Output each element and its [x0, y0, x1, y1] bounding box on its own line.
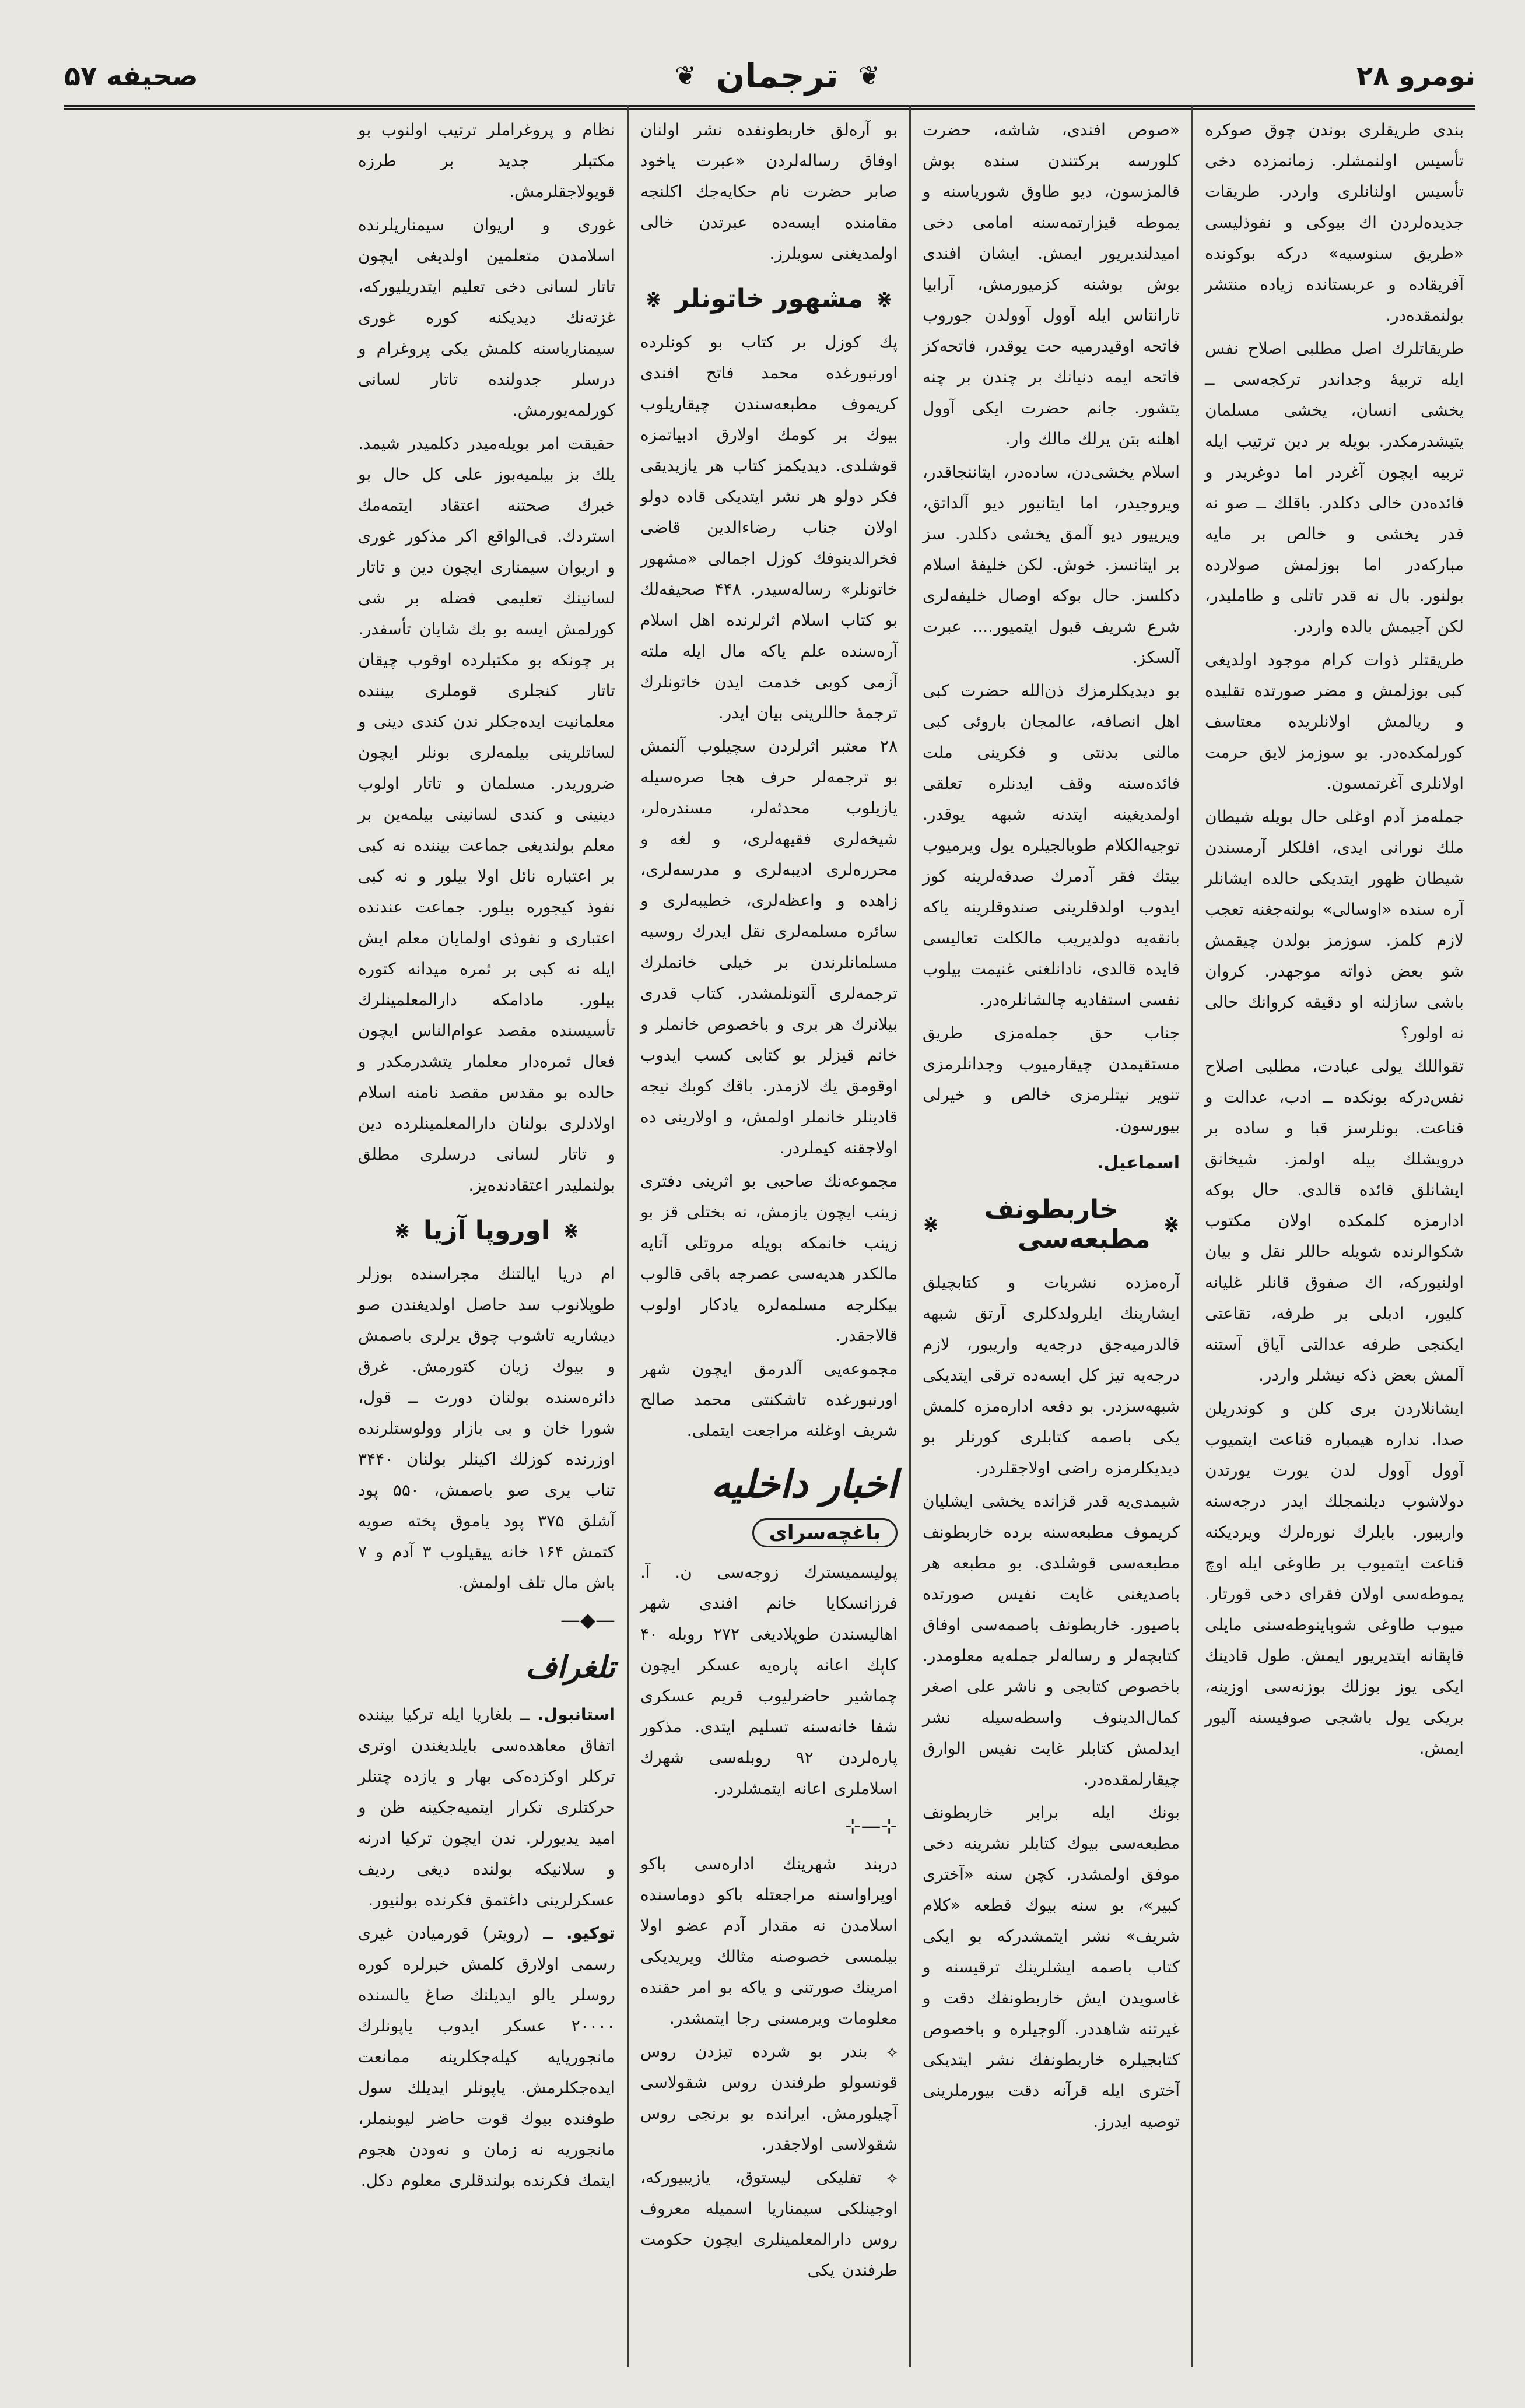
issue-number: نومرو ۲۸ [1356, 60, 1475, 92]
column-2 [911, 105, 1193, 2367]
paragraph: مجموعه‌یی آلدرمق ایچون شهر اورنبورغده تاشکنتی محمد صالح شریف اوغلنه مراجعت ایتملی. [640, 1359, 898, 1440]
ornament-icon: ⋇ [394, 1219, 411, 1242]
columns [64, 105, 1475, 2367]
section-title-text: خاربطونف مطبعه‌سی [984, 1195, 1151, 1254]
paragraph: پولیسمیسترك زوجه‌سی ن. آ. فرزانسکایا خانم افندی شهر اهالیسندن طوپلادیغی ۲۷۲ روبله ۴۰ کاپك اعانه پاره‌یه عسکر ایچون چماشیر حاضرلیوب قریم عسکری شفا خانه‌سنه تسلیم ایتدی. مذکور پاره‌لردن ۹۲ روبله‌سی شهرك اسلاملری اعانه ایتمشلردر. [640, 1563, 898, 1798]
ornament-icon: ⋇ [562, 1219, 580, 1242]
paragraph: بندی طریقلری بوندن چوق صوکره تأسیس اولنمشلر. زمانمزده دخی تأسیس اولنانلری واردر. طریقات جدیده‌لردن اك بیوکی و نفوذلیسی «طریق سنوسیه» درکه بوکونده آفریقاده و عربستانده زیاده منتشر بولنمقده‌در. [1205, 120, 1464, 325]
page-number: صحیفه ۵۷ [64, 60, 198, 92]
paragraph: جمله‌مز آدم اوغلی حال بویله شیطان ملك نورانی ایدی، افلکلر آرمسندن شیطان ظهور ایتدیکی حالده ایشانلر آره سنده «اوسالی» بولنه‌جغنه تعجب لازم کلمز. سوزمز بولدن چیقمش شو بعض ذواته موجهدر. کروان باشی سازلنه او دقیقه کروانك حالی نه اولور؟ [1205, 807, 1464, 1042]
paragraph: ام دریا ایالتنك مجراسنده بوزلر طوپلانوب سد حاصل اولدیغندن صو دیشاریه تاشوب چوق یرلری باصمش و بیوك زیان کتورمش. غرق دائره‌سنده بولنان دورت ــ قول، شورا خان و بی بازار وولوستلرنده اوزرنده کوزلك اکینلر بولنان ۳۴۴۰ تناب یری صو باصمش، ۵۵۰ پود آشلق ۳۷۵ پود یاموق پخته صویه کتمش ۱۶۴ خانه ییقیلوب ۳ آدم و ۷ باش مال تلف اولمش. [358, 1264, 616, 1592]
telegram-item [358, 1918, 615, 2196]
sub-section-title-text: باغچه‌سرای [752, 1518, 898, 1547]
separator: —◆— [560, 1609, 615, 1632]
calligraphic-section-title: اخبار داخلیه [711, 1461, 898, 1507]
section-title [358, 1216, 615, 1245]
ornament-icon: ⋇ [923, 1213, 939, 1236]
ornament-icon: ⋇ [1163, 1213, 1180, 1236]
ornament-icon: ❦ [675, 61, 696, 91]
section-title-text: مشهور خاتونلر [674, 284, 864, 314]
paragraph: «صوص افندی، شاشه، حضرت کلورسه برکتندن سنده بوش قالمزسون، دیو طاوق شوریاسنه و یموطه قیزارتمه‌سنه امامی دخی امیدلندیریور ایمش. ایشان افندی بوش بوشنه کزمیورمش، آرابیا تارانتاس ایله آوول آوولدن جوروب فاتحه اوقیدرمیه حت یوقدر، فاتحه‌کز فاتحه ایمه دنیانك بر چندن بر چنه یتشور. جانم حضرت ایکی آوول اهلنه بتن یرلك مالك وار. [923, 120, 1180, 448]
paragraph: دربند شهرینك اداره‌سی باکو اوپراواسنه مراجعتله باکو دوماسنده اسلامدن نه مقدار آدم عضو اولا بیلمسی خصوصنه مثالك ویریدیکی امرینك صورتنی و یاکه بو امر حقنده معلومات ویرمسنی رجا ایتمشدر. [640, 1854, 898, 2028]
ornament-icon: ⋇ [876, 287, 893, 311]
telegram-item [358, 1699, 615, 1915]
paragraph: جناب حق جمله‌مزی طریق مستقیمدن چیقارمیوب وجدانلرمزی تنویر نیتلرمزی خالص و خیرلی بیورسون. [923, 1023, 1180, 1135]
sub-section-title [640, 1518, 898, 1547]
paragraph: ⟡ تفلیکی لیستوق، یازیبیورکه، اوجینلکی سیمناریا اسمیله معروف روس دارالمعلمینلری ایچون حکومت طرفندن یکی [640, 2168, 898, 2280]
separator: ⊹—⊹ [844, 1814, 898, 1838]
paragraph: اسلام یخشی‌دن، ساده‌در، ایتاننجاقدر، ویروجیدر، اما ایتانیور دیو آلداتق، ویرییور دیو آلمق یخشی دکلدر. سز بر ایتانسز. خوش. لکن خلیفهٔ اسلام دکلسز. حال بوکه اوصال خلیفه‌لری شرع شریف قبول ایتمیور.... عبرت آلسکز. [923, 462, 1180, 667]
author-signature: اسماعیل. [1096, 1153, 1180, 1173]
telegram-body: ــ بلغاریا ایله ترکیا بیننده اتفاق معاهده‌سی بایلدیغندن اوتری ترکلر اوکزده‌کی بهار و یازده چتنلر حرکتلری تکرار ایتمیه‌جکینه ظن و امید یدیورلر. ندن ایچون ترکیا ادرنه و سلانیکه بولنده دیغی ردیف عسکرلرینی داغتمق فکرنده بولنیور. [358, 1705, 615, 1909]
telegraph-section-title: تلغراف [525, 1649, 615, 1685]
paragraph: حقیقت امر بویله‌میدر دکلمیدر شیمد. یلك بز بیلمیه‌بوز علی کل حال بو خبرك صحتنه اعتقاد ایتمه‌مك استردك. فی‌الواقع اکر مذکور غوری و اریوان سیمناری ایچون دین و تاتار لسانینك تعلیمی فضله بر شی کورلمش ایسه بو بك شایان تأسفدر. بر چونکه بو مکتبلرده اوقوب چیقان تاتار کنجلری قوملری بیننده معلمانیت ایده‌جکلر ندن کندی دینی و لساتلرینی بیلمه‌لری بونلر ایچون ضروریدر. مسلمان و تاتار اولوب دینینی و کندی لسانینی بیلمه‌ین بر معلم بولندیغی جماعت بیننده نه کبی بر اعتباره نائل اولا بیلور و نه کبی نفوذ کیجوره بیلور. جماعت عندنده اعتباری و نفوذی اولمایان معلم ایش ایله نه کبی بر ثمره میدانه کتوره بیلور. مادامکه دارالمعلمینلرك تأسیسنده مقصد عوام‌الناس ایچون فعال ثمره‌دار معلمار یتشدرمکدر و حالده بو مقدس مقصد نامنه اسلام اولادلری بولنان دارالمعلمینلرده دین و تاتار لسانی درسلری مطلق بولنملیدر اعتقادنده‌یز. [358, 434, 615, 1195]
paragraph: ⟡ بندر بو شرده تیزدن روس قونسولو طرفندن روس شقولاسی آچیلورمش. ایرانده بو برنجی روس شقولاسی اولاجقدر. [640, 2042, 898, 2154]
paragraph: مجموعه‌نك صاحبی بو اثرینی دفتری زینب ایچون یازمش، نه بختلی قز بو زینب خانمکه بویله مروتلی آتایه مالکدر هدیه‌سی عصرجه باقی قالوب بیکلرجه مسلمه‌لره یادکار اولوب قالاجقدر. [640, 1171, 898, 1345]
paragraph: بو آره‌لق خاربطونفده نشر اولنان اوفاق رساله‌لردن «عبرت یاخود صابر حضرت نام حکایه‌جك اکلنجه مقامنده ایسه‌ده عبرتدن خالی اولمدیغنی سویلرز. [640, 120, 898, 263]
paragraph: آره‌مزده نشریات و کتابچیلق ایشارینك ایلرولدکلری آرتق شبهه قالدرمیه‌جق درجه‌یه واریبور، لازم درجه‌یه تیز کل ایسه‌ده ترقی ایتدیکی شبهه‌سزدر. بو دفعه اداره‌مزه کلمش یکی باصمه کتابلری کورنلر بو دیدیکلرمزه راضی اولاجقلردر. [923, 1273, 1180, 1477]
paragraph: ایشانلاردن بری کلن و کوندریلن صدا. نداره هیمباره قناعت ایتمیوب آوول آوول لدن یورت یورتدن دولاشوب دیلنمجلك ایدر درجه‌سنه واریبور. بایلرك نوره‌لرك ویردیکنه قناعت ایتمیوب بر طاوغی ایله اوچ یموطه‌سی اولان فقرای دخی قورتار. میوب طاوغی شوباینوطه‌سنی مایلی قاپقانه ایتدیریور ایمش. طول قادینك ایکی یوز بوزلك بوزنه‌سی اوزینه، بریکی یول باشجی صوفیسنه آلیور ایمش. [1205, 1399, 1464, 1758]
masthead-title: ترجمان [716, 56, 839, 96]
telegram-body: ــ (رویتر) قورمیادن غیری رسمی اولارق کلمش خبرلره کوره روسلر یالو ایدیلنك صاغ یالسنده ۲۰۰۰۰ عسکر ایدوب یاپونلرك مانجوریایه کیله‌جکلرینه ممانعت ایده‌جکلرمش. یاپونلر ایدیلك سول طوفنده بیوك قوت حاضر لیوبنملر، مانجوریه نه زمان و نه‌ودن هجوم ایتمك فکرنده بولندقلری معلوم دکل. [358, 1923, 615, 2190]
paragraph: شیمدی‌یه قدر قزانده یخشی ایشلیان کریموف مطبعه‌سنه برده خاربطونف مطبعه‌سی قوشلدی. بو مطبعه هر باصدیغنی غایت نفیس صورتده باصیور. خاربطونف باصمه‌سی اوفاق کتابچه‌لر و رساله‌لر جمله‌یه معلومدر. باخصوص کتابجی و ناشر علی اصغر کمال‌الدینوف واسطه‌سیله نشر ایدلمش کتابلر غایت نفیس الوارق چیقارلمقده‌در. [923, 1491, 1180, 1789]
paragraph: غوری و اریوان سیمناریلرنده اسلامدن متعلمین اولدیغی ایچون تاتار لسانی دخی تعلیم ایتدریلیورکه، غزته‌نك دیدیکنه کوره غوری سیمناریاسنه کلمش یکی پروغرام و درسلر جدولنده تاتار لسانی کورلمه‌یورمش. [358, 215, 615, 420]
section-title [923, 1195, 1180, 1254]
paragraph: پك کوزل بر کتاب بو کونلرده اورنبورغده محمد فاتح افندی کریموف مطبعه‌سندن چیقاریلوب بیوك بر کومك اولارق ادبیاتمزه قوشلدی. دیدیکمز کتاب هر یازیدیقی فکر دولو هر نشر ایتدیکی قاده دولو اولان جناب رضاءالدین قاضی فخرالدینوفك کوزل اجمالی «مشهور خاتونلر» رساله‌سیدر. ۴۴۸ صحیفه‌لك بو کتاب اسلام اثرلرنده اهل اسلام آره‌سنده علم یاکه مال ایله ملته آزمی کوبی خدمت ایدن خاتونلرك ترجمهٔ حاللرینی بیان ایدر. [640, 332, 898, 722]
paragraph: بونك ایله برابر خاربطونف مطبعه‌سی بیوك کتابلر نشرینه دخی موفق اولمشدر. کچن سنه «آختری کبیر»، بو سنه بیوك قطعه «کلام شریف» نشر ایتمشدرکه بو ایکی کتاب باصمه ایشلرینك ترقیسنه و غاسویدن ایش خاربطونفك دقت و غیرتنه شاهددر. آلوجیلره و باخصوص کتابجیلره خاربطونفك نشر ایتدیکی آختری ایله قرآنه دقت بیورملرینی توصیه ایدرز. [923, 1803, 1180, 2131]
column-1 [1193, 105, 1475, 2367]
section-title [640, 284, 898, 314]
paragraph: بو دیدیکلرمزك ذن‌الله حضرت کبی اهل انصافه، عالمجان باروئی کبی مالنی بدنتی و فکرینی ملت فائده‌سنه وقف ایدنلره تعلقی اولمدیغینه ایتدنه شبهه یوقدر. توجیه‌الکلام طوبالجیلره یول ویرمیوب بیتك فقر آدمرك صدقه‌لرینه کوز ایدوب اولدقلرینی صندوقلرینه یاکه بانقه‌یه دولدیریب مالکلت تعالیسی قایده قالدی، نادانلغنی غنیمت بیلوب نفسی استفادیه چالشانلره‌در. [923, 681, 1180, 1009]
paragraph: طریقاتلرك اصل مطلبی اصلاح نفس ایله تربیهٔ وجداندر ترکجه‌سی ــ یخشی انسان، یخشی مسلمان یتیشدرمکدر. بویله بر دین ترتیب ایله تربیه ایچون آغردر اما دوغریدر و فائده‌دن خالی دکلدر. باقلك ــ صو نه قدر یخشی و خالص بر مایه مبارکه‌در اما بوزلمش صولارده بولنور. بال نه قدر تاتلی و طاملیدر، لکن آجیمش بالده واردر. [1205, 339, 1464, 636]
column-3 [629, 105, 911, 2367]
dateline: توکیو. [566, 1923, 615, 1943]
paragraph: طریقتلر ذوات کرام موجود اولدیغی کبی بوزلمش و مضر صورتده تقلیده و ریالمش اولانلریده معتاسف کورلمکده‌در. بو سوزمز لایق حرمت اولانلری آغرتمسون. [1205, 650, 1464, 793]
column-4 [346, 105, 629, 2367]
paragraph: ۲۸ معتبر اثرلردن سچیلوب آلنمش بو ترجمه‌لر حرف هجا صره‌سیله یازیلوب محدثه‌لر، مسندره‌لر، شیخه‌لری فقیهه‌لری، و لغه و محرره‌لری ادیبه‌لری و مدرسه‌لری، زاهده و واعظه‌لری، خطیبه‌لری و سائره مسلمه‌لری نقل ایدرك روسیه مسلمانلرندن بر خیلی خانملرك ترجمه‌لری آلتونلمشدر. کتاب قدری بیلانرك هر بری و باخصوص خانملر و خانم قیزلر بو کتابی کسب ایدوب اوقومق یك لازمدر. باقك کوبك نیجه قادینلر خانملر اولمش، و اولارینی ده اولاجقنه کیملردر. [640, 736, 898, 1157]
page-header [64, 47, 1475, 110]
paragraph: نظام و پروغراملر ترتیب اولنوب بو مکتبلر جدید بر طرزه قویولاجقلرمش. [358, 120, 615, 201]
paragraph: تقواللك یولی عبادت، مطلبی اصلاح نفس‌درکه بونکده ــ ادب، عدالت و قناعت. بونلرسز قبا و ساده بر درویشلك بیله اولمز. شیخانق ایشانلق قائده قالدی. حال بوکه ادارمزه کلمکده اولان مکتوب شکوالرنده شویله حاللر نقل و بیان اولنیورکه، اك صفوق قانلر غلیانه کلیور، ادبلی بر طرفه، تقاعتی ایکنجی طرفه عدالتی آیاق آستنه آلمش بعض ذکه نیشلر واردر. [1205, 1056, 1464, 1385]
dateline: استانبول. [537, 1705, 615, 1724]
ornament-icon: ❦ [858, 61, 880, 91]
masthead [675, 56, 880, 96]
section-title-text: اوروپا آزیا [423, 1216, 550, 1245]
ornament-icon: ⋇ [645, 287, 662, 311]
